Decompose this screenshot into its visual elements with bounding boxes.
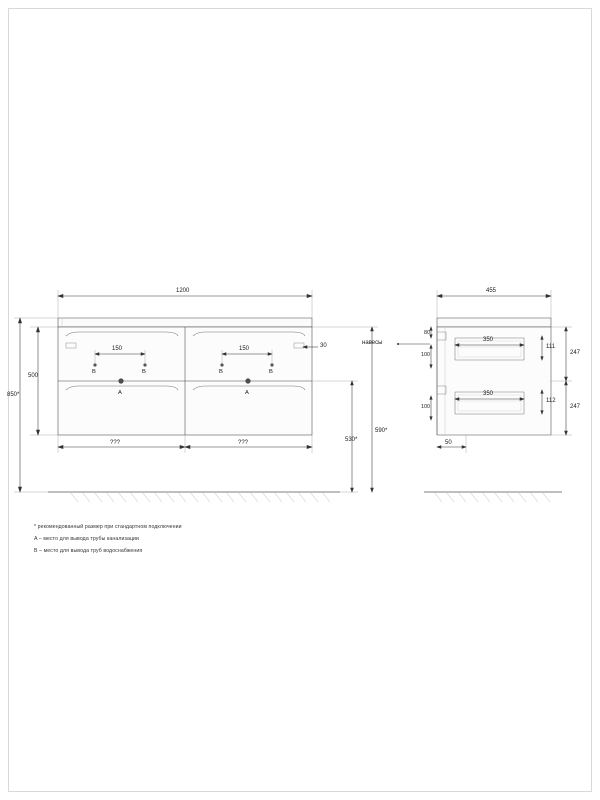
dim-pipe-spacing-right: 150 <box>239 346 250 352</box>
dim-front-total-height: 850* <box>7 392 20 398</box>
dim-front-body-height: 500 <box>28 373 39 379</box>
dim-hang-590: 590* <box>375 428 388 434</box>
dim-module-height-bottom: 247 <box>570 404 581 410</box>
dim-hang-530: 530* <box>345 437 358 443</box>
marker-a-2: A <box>245 390 249 396</box>
dim-front-inner-right: ??? <box>238 440 249 446</box>
marker-b-4: B <box>269 369 273 375</box>
dim-upper-inner: 100 <box>421 352 430 358</box>
dim-front-offset: 30 <box>320 343 327 349</box>
dim-pipe-spacing-left: 150 <box>112 346 123 352</box>
dim-drawer-depth-bottom: 350 <box>483 391 494 397</box>
note-marker-a: A – место для вывода трубы канализации <box>34 536 140 542</box>
note-recommended-size: * рекомендованный размер при стандартном подключении <box>34 524 182 530</box>
marker-b-2: B <box>142 369 146 375</box>
dim-front-inner-left: ??? <box>110 440 121 446</box>
callout-hangers: навесы <box>362 340 383 346</box>
dim-drawer-depth-top: 350 <box>483 337 494 343</box>
dim-drawer-height-top: 111 <box>546 344 556 350</box>
dim-front-offset-side: 50 <box>445 440 452 446</box>
note-marker-b: B – место для вывода труб водоснабжения <box>34 548 143 554</box>
dim-top-gap: 80 <box>424 330 430 336</box>
marker-a-1: A <box>118 390 122 396</box>
dim-front-width: 1200 <box>176 288 190 294</box>
dim-module-height-top: 247 <box>570 350 581 356</box>
dim-side-depth: 455 <box>486 288 497 294</box>
dim-lower-inner: 100 <box>421 404 430 410</box>
marker-b-1: B <box>92 369 96 375</box>
marker-b-3: B <box>219 369 223 375</box>
dim-drawer-height-bottom: 112 <box>546 398 556 404</box>
